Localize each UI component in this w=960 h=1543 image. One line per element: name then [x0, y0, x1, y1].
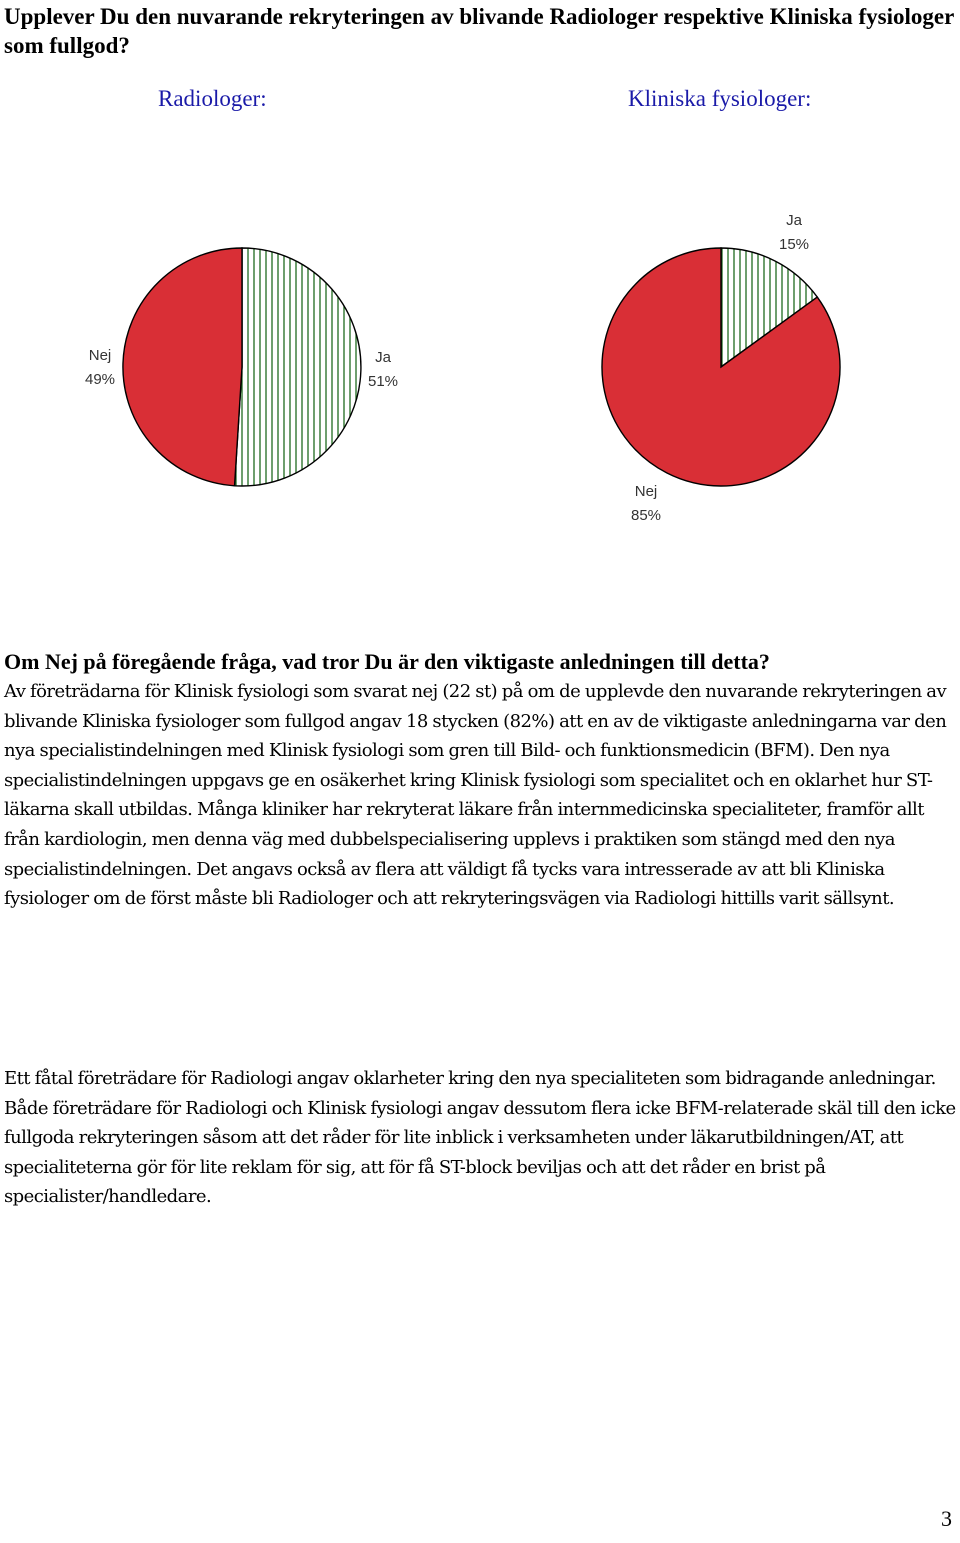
page-number: 3 — [941, 1506, 952, 1531]
pie-label-percent: 15% — [778, 236, 810, 253]
pie-label-category: Nej — [88, 347, 112, 364]
paragraph-2: Ett fåtal företrädare för Radiologi angav oklarheter kring den nya specialiteten som bidragande anledningar. Både företrädare för Radiologi och Klinisk fysiologi angav dessutom flera icke BFM-relaterade skäl till den icke fullgoda rekryteringen såsom att det råder för lite inblick i verksamheten under läkarutbildningen/AT, att specialiteterna gör för lite reklam för sig, att för få ST-block beviljas och att det råder en brist på specialister/handledare. — [4, 1068, 956, 1208]
pie-chart-radiologer — [85, 248, 398, 486]
pie-label-percent: 51% — [367, 373, 399, 390]
pie-chart-kliniska-fysiologer — [602, 212, 840, 524]
pie-title-radiologer: Radiologer: — [158, 86, 267, 111]
pie-title-kliniska-fysiologer: Kliniska fysiologer: — [628, 86, 812, 111]
paragraph-1: Av företrädarna för Klinisk fysiologi som svarat nej (22 st) på om de upplevde den nuvarande rekryteringen av blivande Kliniska fysiologer som fullgod angav 18 stycken (82%) att en av de viktigaste anledningarna var den nya specialistindelningen med Klinisk fysiologi som gren till Bild- och funktionsmedicin (BFM). Den nya specialistindelningen uppgavs ge en osäkerhet kring Klinisk fysiologi som specialitet och en oklarhet hur ST-läkarna skall utbildas. Många kliniker har rekryterat läkare från internmedicinska specialiteter, framför allt från kardiologin, men denna väg med dubbelspecialisering upplevs i praktiken som stängd med den nya specialistindelningen. Det angavs också av flera att väldigt få tycks vara intresserade av att bli Kliniska fysiologer om de först måste bli Radiologer och att rekryteringsvägen via Radiologi hittills varit sällsynt. — [4, 681, 947, 910]
pie-charts — [0, 0, 960, 640]
pie-slice-ja — [235, 248, 361, 486]
pie-label-category: Ja — [375, 349, 391, 366]
pie-label-category: Ja — [786, 212, 802, 229]
pie-label-percent: 85% — [630, 507, 662, 524]
pie-label-category: Nej — [634, 483, 658, 500]
question-heading: Om Nej på föregående fråga, vad tror Du är den viktigaste anledningen till detta? — [4, 649, 770, 674]
page-heading: Upplever Du den nuvarande rekryteringen av blivande Radiologer respektive Kliniska fysiologer som fullgod? — [4, 4, 954, 58]
pie-slice-nej — [123, 248, 242, 486]
pie-label-percent: 49% — [84, 371, 116, 388]
